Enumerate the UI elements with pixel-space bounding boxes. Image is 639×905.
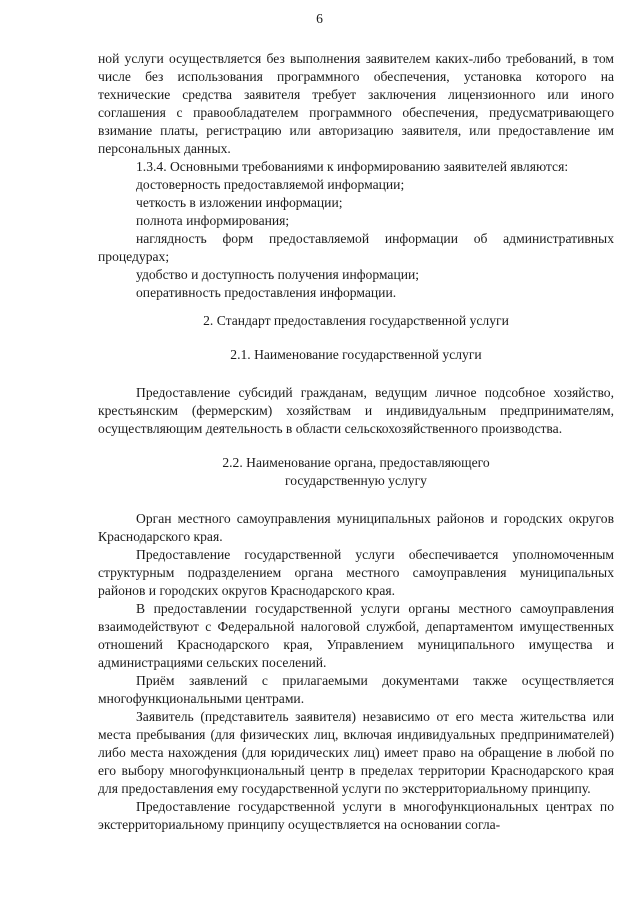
document-body [98, 50, 614, 834]
paragraph: Приём заявлений с прилагаемыми документами также осуществляется многофункциональными центрами. [98, 673, 614, 706]
paragraph: четкость в изложении информации; [136, 195, 343, 210]
section-heading: 2.2. Наименование органа, предоставляющего [222, 455, 490, 470]
section-heading: 2.1. Наименование государственной услуги [230, 347, 482, 362]
paragraph: полнота информирования; [136, 213, 290, 228]
spacer [98, 330, 614, 346]
paragraph: 1.3.4. Основными требованиями к информированию заявителей являются: [136, 159, 569, 174]
spacer [98, 364, 614, 384]
paragraph: наглядность форм предоставляемой информации об административных процедурах; [98, 231, 614, 264]
paragraph: Предоставление субсидий гражданам, ведущим личное подсобное хозяйство, крестьянским (фермерским) хозяйствам и индивидуальным предпринимателям, осуществляющим деятельность в области сельскохозяйственного производства. [98, 385, 614, 436]
section-heading: 2. Стандарт предоставления государственной услуги [203, 313, 509, 328]
paragraph: ной услуги осуществляется без выполнения заявителем каких-либо требований, в том числе без использования программного обеспечения, установка которого на технические средства заявителя требует заключения лицензионного или иного соглашения с правообладателем программного обеспечения, предусматривающего взимание платы, регистрацию или авторизацию заявителя, или предоставление им персональных данных. [98, 51, 614, 156]
spacer [98, 490, 614, 510]
paragraph: достоверность предоставляемой информации; [136, 177, 405, 192]
section-heading: государственную услугу [285, 473, 427, 488]
paragraph: оперативность предоставления информации. [136, 285, 397, 300]
paragraph: Орган местного самоуправления муниципальных районов и городских округов Краснодарского края. [98, 511, 614, 544]
paragraph: Заявитель (представитель заявителя) независимо от его места жительства или места пребывания (для физических лиц, включая индивидуальных предпринимателей) либо места нахождения (для юридических лиц) имеет право на обращение в любой по его выбору многофункциональный центр в пределах территории Краснодарского края для предоставления ему государственной услуги по экстерриториальному принципу. [98, 709, 614, 796]
paragraph: Предоставление государственной услуги в многофункциональных центрах по экстерриториальному принципу осуществляется на основании согла- [98, 799, 614, 832]
paragraph: Предоставление государственной услуги обеспечивается уполномоченным структурным подразделением органа местного самоуправления муниципальных районов и городских округов Краснодарского края. [98, 547, 614, 598]
spacer [98, 438, 614, 454]
spacer [98, 302, 614, 312]
page-number: 6 [316, 11, 323, 26]
paragraph: удобство и доступность получения информации; [136, 267, 420, 282]
paragraph: В предоставлении государственной услуги органы местного самоуправления взаимодействуют с Федеральной налоговой службой, департаментом имущественных отношений Краснодарского края, Управлением муниципального имущества и администрациями сельских поселений. [98, 601, 614, 670]
